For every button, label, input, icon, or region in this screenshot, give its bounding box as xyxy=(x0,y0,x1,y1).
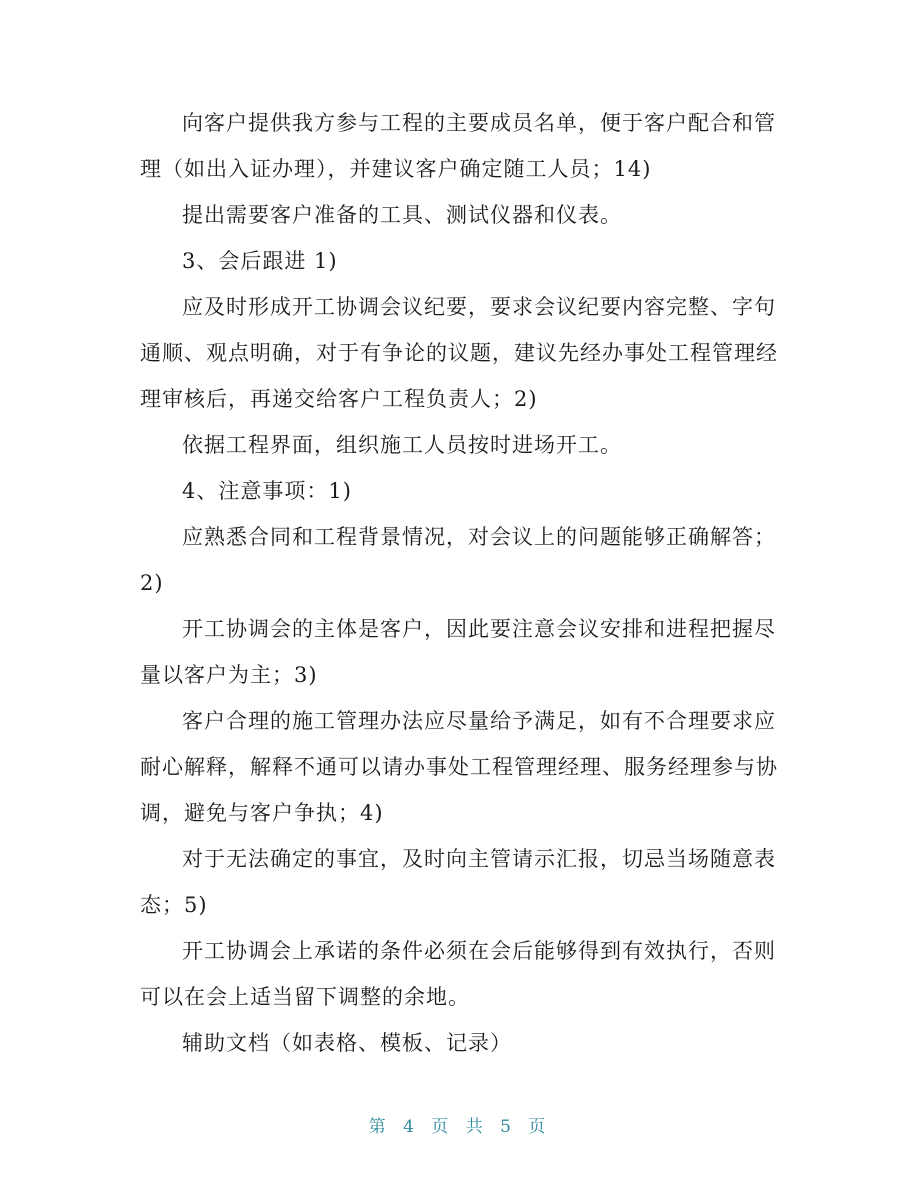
paragraph: 开工协调会的主体是客户，因此要注意会议安排和进程把握尽量以客户为主；3) xyxy=(140,617,776,687)
paragraph: 应及时形成开工协调会议纪要，要求会议纪要内容完整、字句通顺、观点明确，对于有争论的议题，建议先经办事处工程管理经理审核后，再递交给客户工程负责人；2) xyxy=(140,295,778,411)
paragraph: 对于无法确定的事宜，及时向主管请示汇报，切忌当场随意表态；5) xyxy=(140,847,776,917)
page-number-footer: 第 4 页 共 5 页 xyxy=(368,1117,552,1137)
paragraph: 应熟悉合同和工程背景情况，对会议上的问题能够正确解答；2) xyxy=(140,525,776,595)
section-heading: 3、会后跟进 1) xyxy=(182,249,338,273)
document-body xyxy=(140,100,780,1066)
paragraph: 辅助文档（如表格、模板、记录） xyxy=(182,1031,512,1055)
paragraph: 向客户提供我方参与工程的主要成员名单，便于客户配合和管理（如出入证办理），并建议客户确定随工人员；14) xyxy=(140,111,776,181)
section-heading: 4、注意事项：1) xyxy=(182,479,352,503)
paragraph: 开工协调会上承诺的条件必须在会后能够得到有效执行，否则可以在会上适当留下调整的余地。 xyxy=(140,939,776,1009)
paragraph: 提出需要客户准备的工具、测试仪器和仪表。 xyxy=(182,203,622,227)
paragraph: 依据工程界面，组织施工人员按时进场开工。 xyxy=(182,433,622,457)
paragraph: 客户合理的施工管理办法应尽量给予满足，如有不合理要求应耐心解释，解释不通可以请办事处工程管理经理、服务经理参与协调，避免与客户争执；4) xyxy=(140,709,778,825)
